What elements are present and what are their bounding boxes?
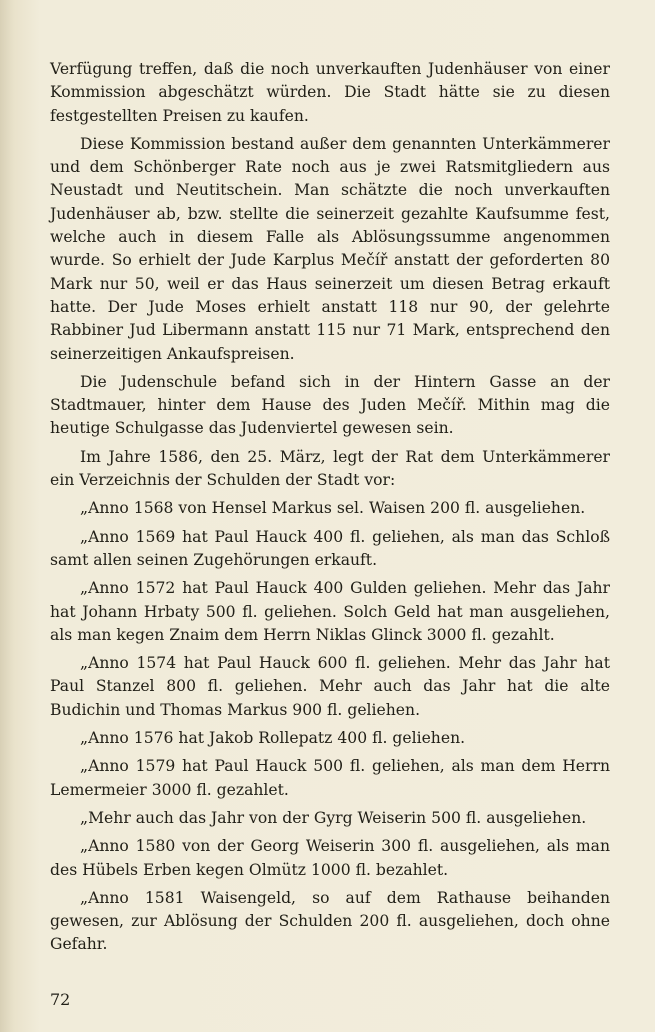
- page-number: 72: [50, 990, 71, 1009]
- paragraph-judenschule: Die Judenschule befand sich in der Hintern Gasse an der Stadtmauer, hinter dem Hause des Juden Mečíř. Mithin mag die heutige Schulgasse das Judenviertel gewesen sein.: [50, 372, 610, 438]
- debt-entry-1568: „Anno 1568 von Hensel Markus sel. Waisen 200 fl. ausgeliehen.: [80, 499, 586, 518]
- debt-entry-1579: „Anno 1579 hat Paul Hauck 500 fl. geliehen, als man dem Herrn Lemermeier 3000 fl. gezahlet.: [50, 757, 610, 799]
- paragraph-commission: Diese Kommission bestand außer dem genannten Unterkämmerer und dem Schönberger Rate noch aus je zwei Ratsmitgliedern aus Neustadt und Neutitschein. Man schätzte die noch unverkauften Judenhäuser ab, bzw. stellte die seinerzeit gezahlte Kaufsumme fest, welche auch in diesem Falle als Ablösungssumme angenommen wurde. So erhielt der Jude Karplus Mečíř anstatt der geforderten 80 Mark nur 50, weil er das Haus seinerzeit um diesen Betrag erkauft hatte. Der Jude Moses erhielt anstatt 118 nur 90, der gelehrte Rabbiner Jud Libermann anstatt 115 nur 71 Mark, entsprechend den seinerzeitigen Ankaufspreisen.: [50, 134, 610, 363]
- paragraph-continuation: Verfügung treffen, daß die noch unverkauften Judenhäuser von einer Kommission abgeschätzt würden. Die Stadt hätte sie zu diesen festgestellten Preisen zu kaufen.: [50, 60, 610, 125]
- debt-entry-1572: „Anno 1572 hat Paul Hauck 400 Gulden geliehen. Mehr das Jahr hat Johann Hrbaty 500 fl. geliehen. Solch Geld hat man ausgeliehen, als man kegen Znaim dem Herrn Niklas Glinck 3000 fl. gezahlt.: [50, 579, 610, 644]
- debt-entry-1581: „Anno 1581 Waisengeld, so auf dem Rathause beihanden gewesen, zur Ablösung der Schulden 200 fl. ausgeliehen, doch ohne Gefahr.: [50, 888, 610, 954]
- debt-entry-1574: „Anno 1574 hat Paul Hauck 600 fl. geliehen. Mehr das Jahr hat Paul Stanzel 800 fl. geliehen. Mehr auch das Jahr hat die alte Budichin und Thomas Markus 900 fl. geliehen.: [50, 654, 610, 719]
- debt-entry-1580: „Anno 1580 von der Georg Weiserin 300 fl. ausgeliehen, als man des Hübels Erben kegen Olmütz 1000 fl. bezahlet.: [50, 837, 610, 879]
- debt-entry-weiserin: „Mehr auch das Jahr von der Gyrg Weiserin 500 fl. ausgeliehen.: [80, 808, 587, 827]
- debt-entry-1569: „Anno 1569 hat Paul Hauck 400 fl. geliehen, als man das Schloß samt allen seinen Zugehörungen erkauft.: [50, 527, 610, 569]
- debt-entry-1576: „Anno 1576 hat Jakob Rollepatz 400 fl. geliehen.: [80, 729, 466, 748]
- paragraph-debt-list-intro: Im Jahre 1586, den 25. März, legt der Rat dem Unterkämmerer ein Verzeichnis der Schulden der Stadt vor:: [50, 447, 610, 490]
- page-body-text: [50, 58, 610, 962]
